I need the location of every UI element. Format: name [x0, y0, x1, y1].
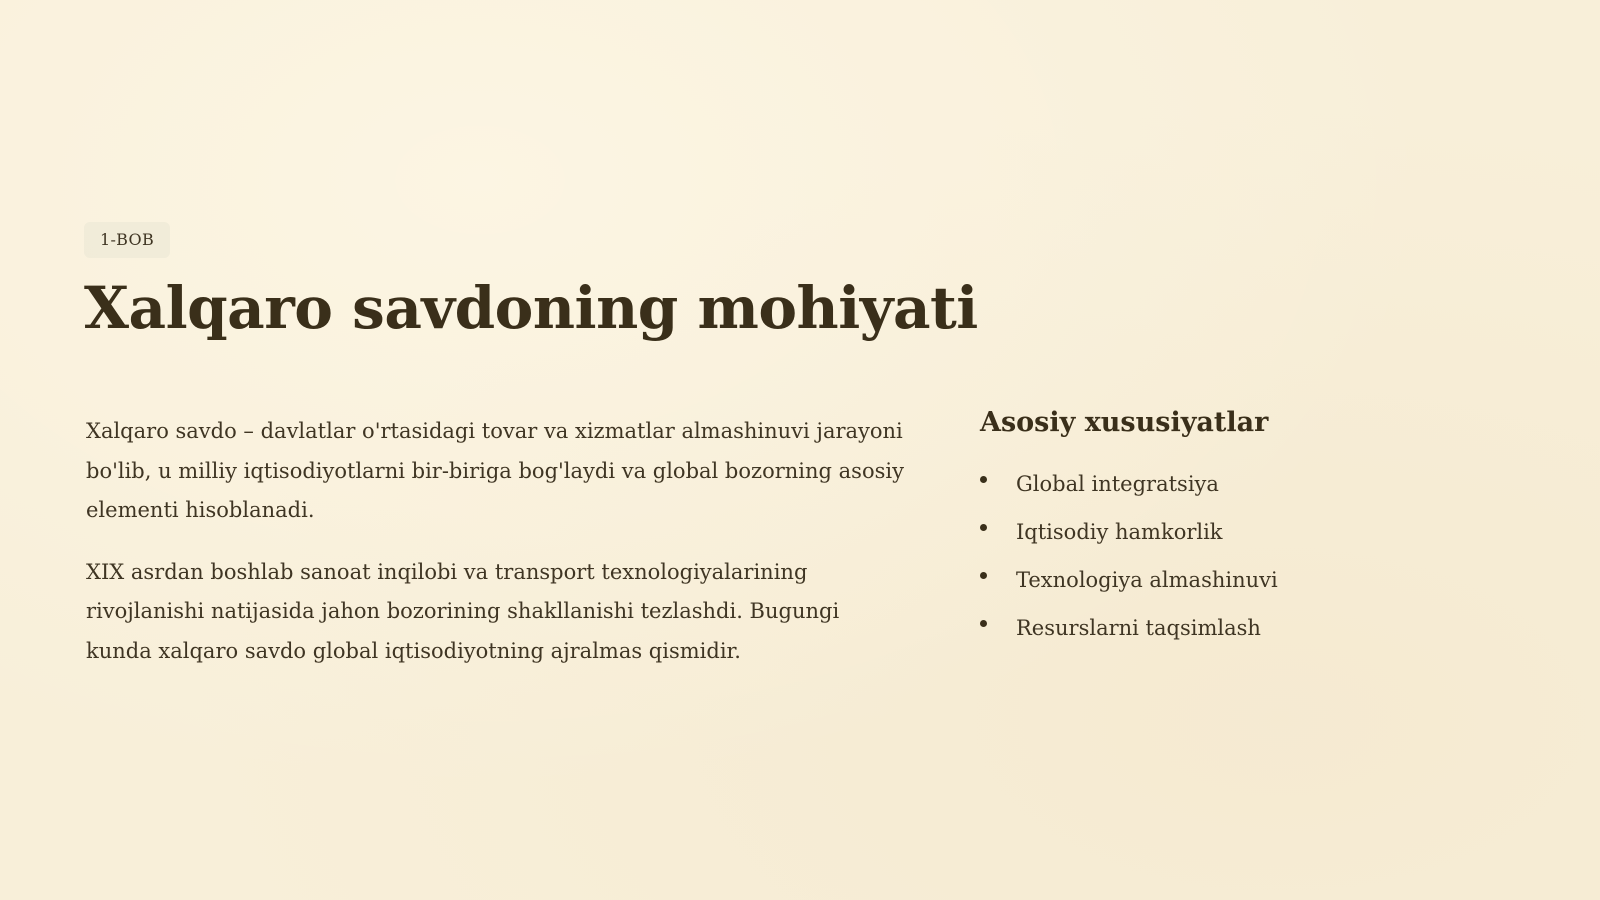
bullet-icon	[980, 524, 987, 531]
features-heading: Asosiy xususiyatlar	[980, 407, 1269, 438]
feature-item	[980, 608, 1540, 656]
feature-label: Resurslarni taqsimlash	[1016, 616, 1261, 640]
feature-item	[980, 560, 1540, 608]
paragraph: XIX asrdan boshlab sanoat inqilobi va transport texnologiyalarining rivojlanishi natijasida jahon bozorining shakllanishi tezlashdi. Bugungi kunda xalqaro savdo global iqtisodiyotning ajralmas qismidir.	[86, 559, 840, 663]
paragraph: Xalqaro savdo – davlatlar o'rtasidagi tovar va xizmatlar almashinuvi jarayoni bo'lib, u milliy iqtisodiyotlarni bir-biriga bog'laydi va global bozorning asosiy elementi hisoblanadi.	[86, 419, 904, 522]
feature-label: Texnologiya almashinuvi	[1016, 568, 1278, 592]
features-column	[980, 404, 1540, 656]
bullet-icon	[980, 620, 987, 627]
feature-item	[980, 464, 1540, 512]
bullet-icon	[980, 572, 987, 579]
bullet-icon	[980, 476, 987, 483]
feature-item	[980, 512, 1540, 560]
slide-title: Xalqaro savdoning mohiyati	[84, 274, 978, 342]
feature-label: Iqtisodiy hamkorlik	[1016, 520, 1223, 544]
features-list	[980, 464, 1540, 656]
feature-label: Global integratsiya	[1016, 472, 1219, 496]
body-text-column	[86, 412, 906, 693]
chapter-badge: 1-BOB	[84, 222, 170, 258]
